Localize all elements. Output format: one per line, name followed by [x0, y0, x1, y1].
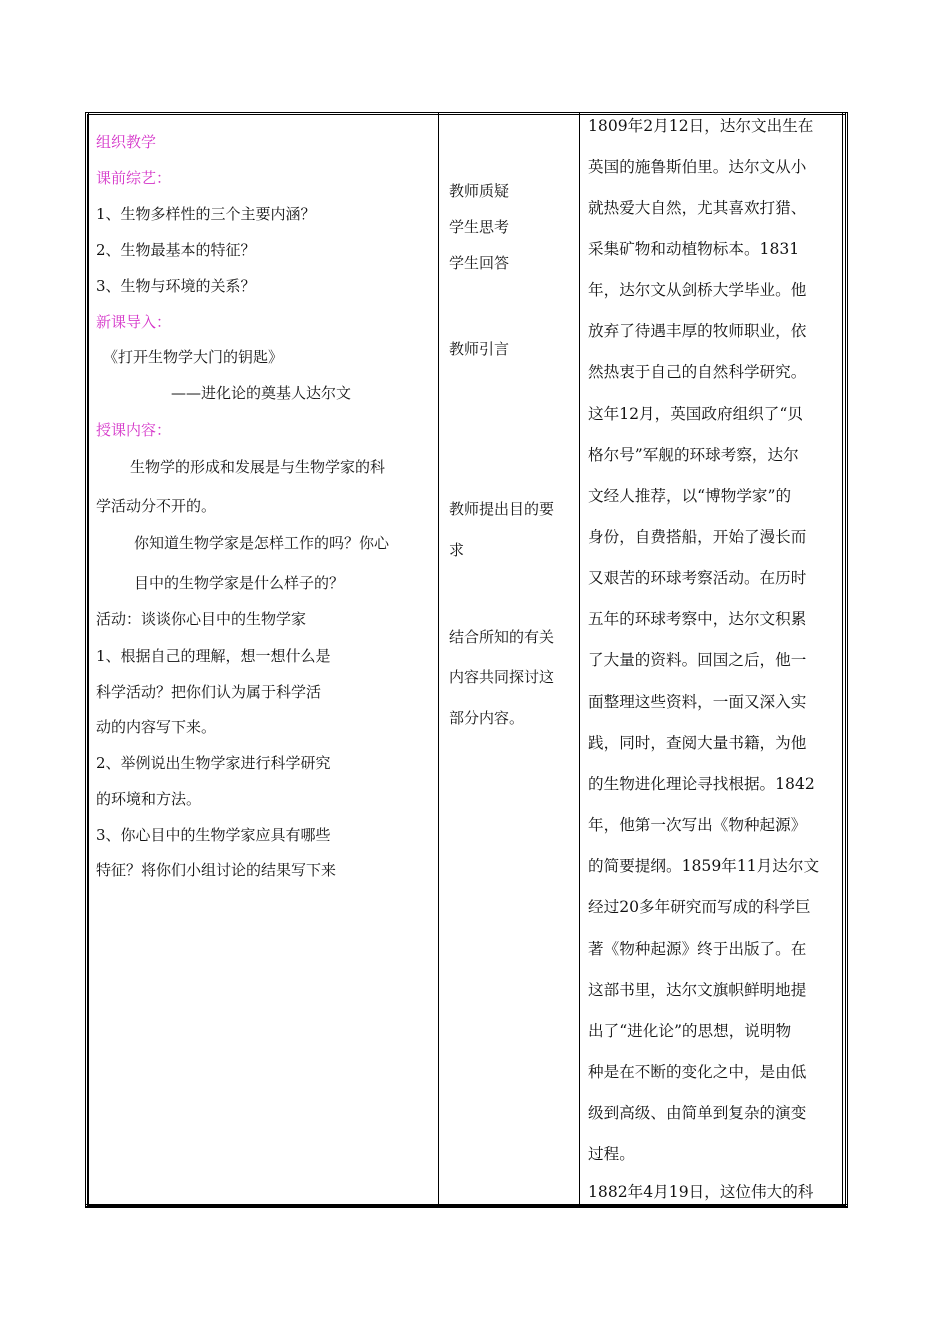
- paragraph-1-line-2: 学活动分不开的。: [96, 497, 217, 515]
- book-subtitle: ——进化论的奠基人达尔文: [171, 384, 352, 402]
- biography-line: 面整理这些资料，一面又深入实: [588, 693, 807, 711]
- biography-line: 了大量的资料。回国之后，他一: [588, 651, 807, 669]
- table-bottom-border: [85, 1204, 848, 1208]
- left-double-border: [85, 112, 89, 1208]
- method-discuss-line-1: 结合所知的有关: [449, 628, 555, 646]
- heading-organize: 组织教学: [96, 133, 157, 151]
- activity-1-line-2: 科学活动？把你们认为属于科学活: [96, 683, 322, 701]
- biography-line: 的简要提纲。1859年11月达尔文: [588, 857, 820, 875]
- biography-line: 放弃了待遇丰厚的牧师职业，依: [588, 322, 807, 340]
- method-goal-line-1: 教师提出目的要: [449, 500, 555, 518]
- biography-line: 五年的环球考察中，达尔文积累: [588, 610, 807, 628]
- biography-line: 文经人推荐，以“博物学家”的: [588, 487, 792, 505]
- biography-line: 著《物种起源》终于出版了。在: [588, 940, 807, 958]
- activity-3-line-1: 3、你心目中的生物学家应具有哪些: [96, 826, 331, 844]
- method-student-answer: 学生回答: [449, 254, 510, 272]
- book-title: 《打开生物学大门的钥匙》: [103, 348, 284, 366]
- method-goal-line-2: 求: [449, 541, 465, 559]
- activity-2-line-1: 2、举例说出生物学家进行科学研究: [96, 754, 331, 772]
- column-divider-2: [579, 112, 580, 1208]
- question-1: 1、生物多样性的三个主要内涵？: [96, 205, 316, 223]
- method-discuss-line-3: 部分内容。: [449, 709, 525, 727]
- biography-line: 践，同时，查阅大量书籍，为他: [588, 734, 807, 752]
- question-2: 2、生物最基本的特征？: [96, 241, 256, 259]
- biography-line: 经过20多年研究而写成的科学巨: [588, 898, 811, 916]
- activity-2-line-2: 的环境和方法。: [96, 790, 202, 808]
- method-teacher-intro: 教师引言: [449, 340, 510, 358]
- activity-1-line-3: 动的内容写下来。: [96, 718, 217, 736]
- right-double-border: [842, 112, 846, 1208]
- biography-line: 就热爱大自然，尤其喜欢打猎、: [588, 199, 807, 217]
- biography-line: 身份，自费搭船，开始了漫长而: [588, 528, 807, 546]
- activity-3-line-2: 特征？将你们小组讨论的结果写下来: [96, 861, 337, 879]
- biography-line: 年，达尔文从剑桥大学毕业。他: [588, 281, 807, 299]
- biography-line: 的生物进化理论寻找根据。1842: [588, 775, 815, 793]
- biography-line: 出了“进化论”的思想，说明物: [588, 1022, 792, 1040]
- biography-line: 格尔号”军舰的环球考察，达尔: [588, 446, 799, 464]
- paragraph-2-line-2: 目中的生物学家是什么样子的？: [134, 574, 345, 592]
- column-divider-1: [438, 112, 439, 1208]
- heading-intro: 新课导入：: [96, 313, 172, 331]
- method-student-think: 学生思考: [449, 218, 510, 236]
- paragraph-2-line-1: 你知道生物学家是怎样工作的吗？你心: [134, 534, 390, 552]
- activity-1-line-1: 1、根据自己的理解，想一想什么是: [96, 647, 331, 665]
- biography-line: 英国的施鲁斯伯里。达尔文从小: [588, 158, 807, 176]
- heading-warmup: 课前综艺：: [96, 169, 172, 187]
- biography-line: 这年12月，英国政府组织了“贝: [588, 405, 803, 423]
- biography-line: 1882年4月19日，这位伟大的科: [588, 1183, 814, 1201]
- question-3: 3、生物与环境的关系？: [96, 277, 256, 295]
- biography-line: 1809年2月12日，达尔文出生在: [588, 117, 814, 135]
- heading-content: 授课内容：: [96, 421, 172, 439]
- biography-line: 年，他第一次写出《物种起源》: [588, 816, 807, 834]
- biography-line: 过程。: [588, 1145, 635, 1163]
- activity-title: 活动：谈谈你心目中的生物学家: [96, 610, 307, 628]
- biography-line: 级到高级、由简单到复杂的演变: [588, 1104, 807, 1122]
- method-discuss-line-2: 内容共同探讨这: [449, 668, 555, 686]
- biography-line: 然热衷于自己的自然科学研究。: [588, 363, 807, 381]
- biography-line: 种是在不断的变化之中，是由低: [588, 1063, 807, 1081]
- biography-line: 又艰苦的环球考察活动。在历时: [588, 569, 807, 587]
- paragraph-1-line-1: 生物学的形成和发展是与生物学家的科: [130, 458, 386, 476]
- biography-line: 采集矿物和动植物标本。1831: [588, 240, 800, 258]
- method-teacher-question: 教师质疑: [449, 182, 510, 200]
- biography-line: 这部书里，达尔文旗帜鲜明地提: [588, 981, 807, 999]
